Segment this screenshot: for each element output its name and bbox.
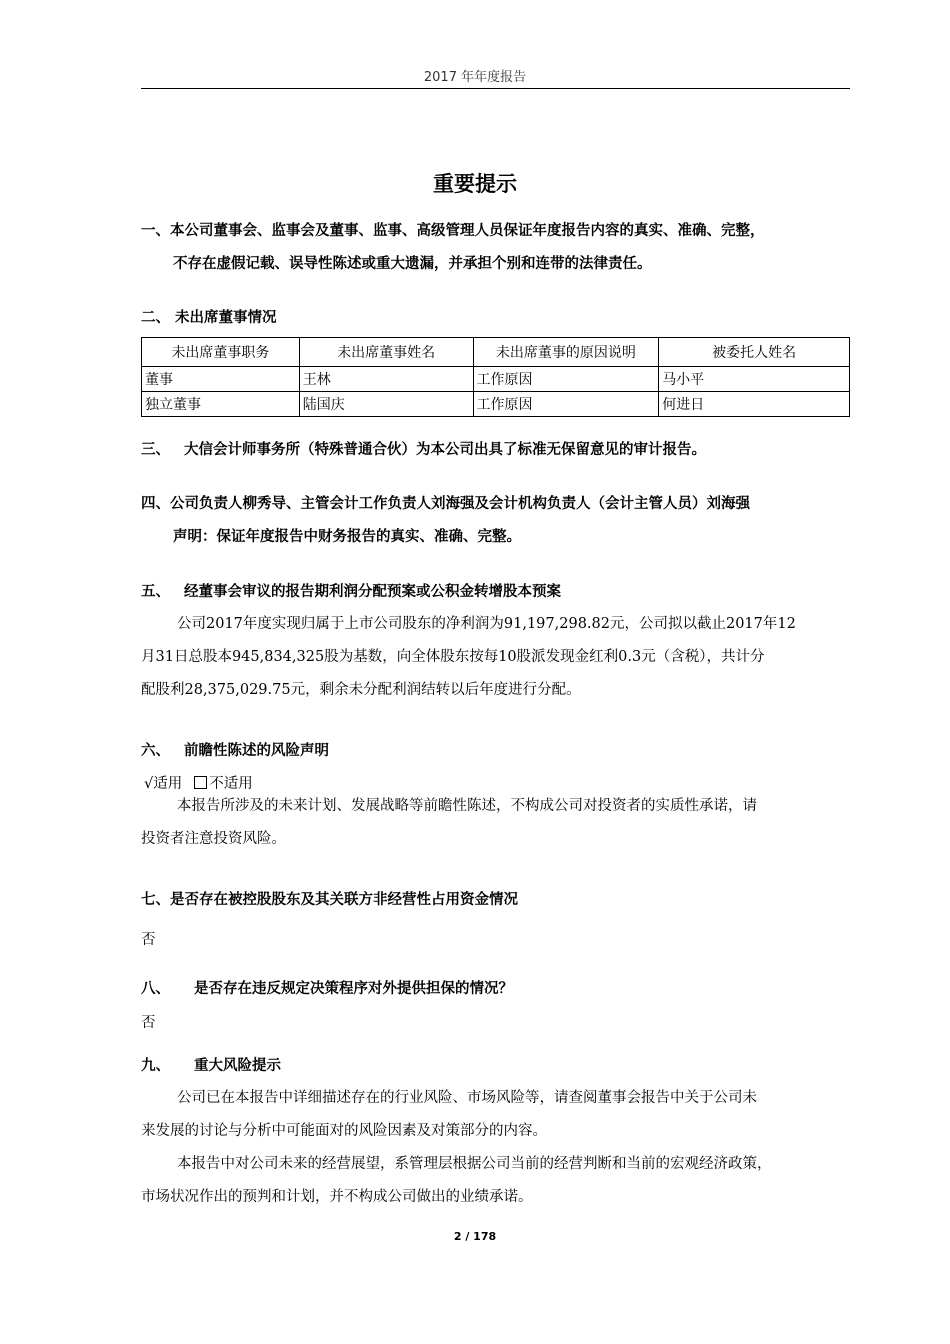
section-9-heading: 重大风险提示 [194,1058,281,1074]
header-divider [141,88,850,89]
table-cell: 董事 [142,367,300,392]
section-8-heading-line [141,977,513,998]
table-header-cell: 未出席董事的原因说明 [473,338,659,367]
not-applicable-option: 不适用 [209,776,253,792]
absent-directors-table [141,337,850,417]
applicable-option: √适用 [144,776,183,792]
section-3-text: 大信会计师事务所（特殊普通合伙）为本公司出具了标准无保留意见的审计报告。 [184,442,706,458]
section-4-line-1 [141,492,750,513]
section-9-para-1-line-2: 来发展的讨论与分析中可能面对的风险因素及对策部分的内容。 [141,1123,547,1139]
section-9-heading-line [141,1054,281,1075]
section-4-number: 四、 [141,496,170,512]
section-8-number: 八、 [141,981,170,997]
page-number: 2 / 178 [453,1230,497,1243]
table-cell: 何进日 [659,392,850,417]
section-3-number: 三、 [141,442,170,458]
section-3-line [141,438,706,459]
section-6-number: 六、 [141,743,170,759]
page-title: 重要提示 [433,172,517,196]
section-5-para-line-2: 月31日总股本945,834,325股为基数，向全体股东按每10股派发现金红利0.3元（含税），共计分 [141,649,765,665]
table-header-cell: 未出席董事姓名 [299,338,473,367]
page-header-title: 2017 年年度报告 [423,70,527,85]
section-9-para-2-line-1: 本报告中对公司未来的经营展望，系管理层根据公司当前的经营判断和当前的宏观经济政策， [177,1156,772,1172]
section-9-para-2-line-2: 市场状况作出的预判和计划，并不构成公司做出的业绩承诺。 [141,1189,533,1205]
table-cell: 工作原因 [473,392,659,417]
section-9-number: 九、 [141,1058,170,1074]
table-header-row [142,338,850,367]
table-cell: 独立董事 [142,392,300,417]
section-4-text-1: 公司负责人柳秀导、主管会计工作负责人刘海强及会计机构负责人（会计主管人员）刘海强 [170,496,750,512]
section-6-heading: 前瞻性陈述的风险声明 [184,743,329,759]
not-applicable-checkbox [194,776,207,789]
table-row [142,367,850,392]
section-5-para-line-1: 公司2017年度实现归属于上市公司股东的净利润为91,197,298.82元，公司拟以截止2017年12 [177,616,796,632]
section-5-para-line-3: 配股利28,375,029.75元，剩余未分配利润结转以后年度进行分配。 [141,682,581,698]
section-1-line-2: 不存在虚假记载、误导性陈述或重大遗漏，并承担个别和连带的法律责任。 [173,256,652,272]
table-cell: 王林 [299,367,473,392]
section-9-para-1-line-1: 公司已在本报告中详细描述存在的行业风险、市场风险等，请查阅董事会报告中关于公司未 [177,1090,757,1106]
table-header-cell: 未出席董事职务 [142,338,300,367]
section-6-para-line-1: 本报告所涉及的未来计划、发展战略等前瞻性陈述，不构成公司对投资者的实质性承诺，请 [177,798,757,814]
section-6-para-line-2: 投资者注意投资风险。 [141,831,286,847]
section-1-line-1 [141,219,765,240]
section-8-heading: 是否存在违反规定决策程序对外提供担保的情况？ [194,981,513,997]
section-4-line-2: 声明：保证年度报告中财务报告的真实、准确、完整。 [173,529,521,545]
section-5-heading: 经董事会审议的报告期利润分配预案或公积金转增股本预案 [184,584,561,600]
section-1-text-1: 本公司董事会、监事会及董事、监事、高级管理人员保证年度报告内容的真实、准确、完整， [170,223,765,239]
table-row [142,392,850,417]
table-cell: 陆国庆 [299,392,473,417]
table-header-cell: 被委托人姓名 [659,338,850,367]
section-2-heading: 二、 未出席董事情况 [141,310,277,326]
section-7-answer: 否 [141,932,156,948]
section-8-answer: 否 [141,1015,156,1031]
section-5-heading-line [141,580,561,601]
section-7-heading: 七、是否存在被控股股东及其关联方非经营性占用资金情况 [141,892,518,908]
section-6-heading-line [141,739,329,760]
section-5-number: 五、 [141,584,170,600]
table-cell: 马小平 [659,367,850,392]
table-cell: 工作原因 [473,367,659,392]
section-1-number: 一、 [141,223,170,239]
applicability-options [144,772,253,793]
